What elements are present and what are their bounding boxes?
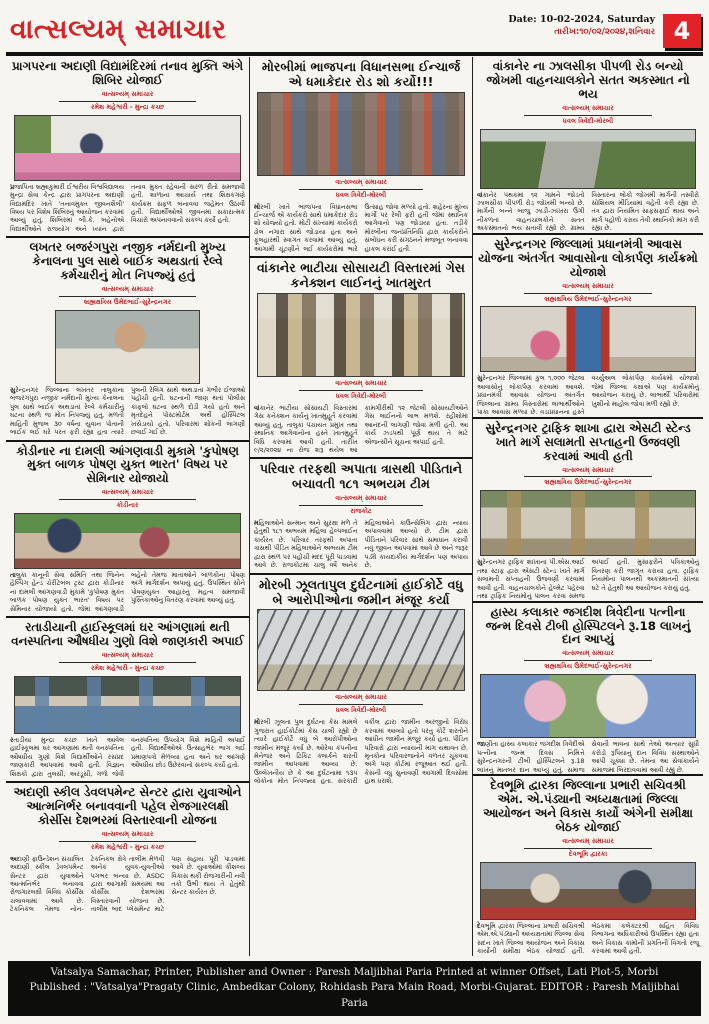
imprint-footer xyxy=(8,961,701,1016)
article-bridge-bail xyxy=(250,575,472,789)
article-photo-crowd xyxy=(257,92,465,176)
byline-rule xyxy=(299,189,423,190)
reporter-byline: બ્રહ્મક્ષત્રિય ઉમેદભાઈ-સુરેન્દ્રનગર xyxy=(544,662,632,671)
article-byline xyxy=(477,282,699,305)
news-agency-label: વાત્સલ્યમ્ સમાચાર xyxy=(101,488,154,497)
article-headline: રતાડીયાની હાઈસ્કૂલમાં ઘર આંગણામાં થતી વનસ્પતિના ઔષધીય ગુણો વિશે જાણકારી અપાઈ xyxy=(11,620,244,649)
news-agency-label: વાત્સલ્યમ્ સમાચાર xyxy=(562,649,614,658)
byline-rule xyxy=(524,115,653,116)
article-donation xyxy=(473,603,703,777)
article-abhayam-team xyxy=(250,459,472,574)
date-block xyxy=(508,14,701,48)
news-agency-label: વાત્સલ્યમ્ સમાચાર xyxy=(562,465,614,474)
reporter-byline: ધવલ ત્રિવેદી-મોરબી xyxy=(335,190,387,199)
article-body: દેવભૂમિ દ્વારકા જિલ્લાના પ્રભારી સચિવશ્રી એમ.એ.પંડ્યાની અધ્યક્ષતામાં જિલ્લા સેવા સદન ખાતે જિલ્લા આયોજન અને વિકાસ કાર્યોની સમીક્ષા બેઠક યોજાઈ હતી. બેઠકમાં કલેક્ટરશ્રી સહિત વિવિધ વિભાગના અધિકારીઓ ઉપસ્થિત રહ્યા હતા અને વિકાસ કામોની પ્રગતિની વિગતો રજૂ કરવામાં આવી હતી. xyxy=(477,921,699,955)
article-gas-line xyxy=(250,258,472,459)
reporter-byline: બ્રહ્મક્ષત્રિય ઉમેદભાઈ-સુરેન્દ્રનગર xyxy=(544,478,632,487)
article-photo-seminar xyxy=(14,513,242,569)
byline-rule xyxy=(59,296,195,297)
article-body: વાંકાનેર ભાટીયા સોસાયટી વિસ્તારમાં ગેસ કનેક્શન કાર્યનું ખાતમુહૂર્ત કરવામાં આવ્યું હતું. તાલુકા પંચાયત પ્રમુખ તથા સ્થાનિક આગેવાનોના હસ્તે ખાતમુહૂર્ત વિધિ કરવામાં આવી હતી. તારીખ ૯/૨/૨૦૨૪ ના રોજ શરૂ થયેલ આ કામગીરીથી ૧૨ જેટલી સોસાયટીઓને ગેસ લાઈનનો લાભ મળશે. રહીશોમાં આનંદની લાગણી જોવા મળી હતી. આ કાર્ય ઝડપથી પૂર્ણ થાય તે માટે એજન્સીને સૂચના અપાઈ હતી. xyxy=(254,403,468,454)
article-byline xyxy=(10,488,245,511)
article-school-herbs xyxy=(6,618,249,783)
article-headline: લખતર બજરંગપુરા નજીક નર્મદાની મુખ્ય કેનાલના પુલ સાથે બાઈક અથડાતાં રેલ્વે કર્મચારીનું મોત નિપજ્યું હતું xyxy=(29,240,226,283)
article-body: સુરેન્દ્રનગર જિલ્લાના લખતર તાલુકાના બજરંગપુરા નજીક નર્મદાની મુખ્ય કેનાલના પુલ સાથે બાઈક અથડાતાં રેલ્વે કર્મચારીનું ઘટના સ્થળે જ મોત નિપજ્યું હતું. મળતી માહિતી મુજબ ૩૦ વર્ષના યુવાન પોતાની બાઈક લઈ ઘરે પરત ફરી રહ્યા હતા ત્યારે પુલની રેલિંગ સાથે અથડાતાં ગંભીર ઈજાઓ પહોંચી હતી. ઘટનાની જાણ થતાં પોલીસ કાફલો ઘટના સ્થળે દોડી ગયો હતો અને મૃતદેહને પોસ્ટમોર્ટમ અર્થે હોસ્પિટલ ખસેડાયો હતો. પરિવારમાં શોકની લાગણી છવાઈ ગઈ છે. xyxy=(10,385,245,437)
column-middle xyxy=(249,57,473,956)
byline-rule xyxy=(59,101,195,102)
article-byline xyxy=(10,830,245,853)
reporter-byline: ધવલ ત્રિવેદી-મોરબી xyxy=(335,391,387,400)
byline-rule xyxy=(299,390,423,391)
page-body xyxy=(0,56,709,958)
reporter-byline: દેવભૂમિ દ્વારકા xyxy=(568,849,608,858)
article-byline xyxy=(477,466,699,489)
newspaper-title: વાત્સલ્યમ્ સમાચાર xyxy=(10,14,227,45)
article-pm-awas xyxy=(473,235,703,419)
news-agency-label: વાત્સલ્યમ્ સમાચાર xyxy=(562,281,614,290)
article-body: અદાણી ફાઉન્ડેશન સંચાલિત અદાણી સ્કીલ ડેવલપમેન્ટ સેન્ટર દ્વારા યુવાઓને આત્મનિર્ભર બનાવવા રોજગારલક્ષી વિવિધ કોર્સીસ ચલાવવામાં આવે છે. ટેકનિકલ તેમજ નોન-ટેકનિકલ ક્ષેત્રે તાલીમ મેળવી અનેક યુવક-યુવતીઓ પગભર બન્યા છે. ASDC દ્વારા આગામી સમયમાં આ કોર્સીસ દેશભરમાં વિસ્તારવાની યોજના છે. તાલીમ બાદ પ્લેસમેન્ટ માટે પણ સહાય પૂરી પાડવામાં આવે છે. યુવાઓમાં કૌશલ્ય વિકાસ થકી રોજગારીની નવી તકો ઉભી થાય તે હેતુથી સેન્ટર કાર્યરત છે. xyxy=(10,854,245,914)
news-agency-label: વાત્સલ્યમ્ સમાચાર xyxy=(335,693,387,702)
article-headline: મોરબીમાં ભાજપના વિધાનસભા ઈન્ચાર્જ એ ધમાકેદાર રોડ શો કર્યો!!! xyxy=(261,59,461,89)
article-photo-house xyxy=(480,306,695,372)
article-byline xyxy=(10,651,245,674)
article-canal-accident xyxy=(6,238,249,441)
byline-rule xyxy=(524,293,653,294)
article-headline: મોરબી ઝૂલતાપુલ દુર્ઘટનામાં હાઈકોર્ટે વધુ બે આરોપીઓના જમીન મંજૂર કર્યા xyxy=(258,576,464,607)
article-headline: સુરેન્દ્રનગર જિલ્લામાં પ્રધાનમંત્રી આવાસ યોજના અંતર્ગત આવાસોના લોકાર્પણ કાર્યક્રમો યોજાશે xyxy=(478,236,698,279)
news-agency-label: વાત્સલ્યમ્ સમાચાર xyxy=(101,285,154,294)
byline-rule xyxy=(59,662,195,663)
news-agency-label: વાત્સલ્યમ્ સમાચાર xyxy=(335,177,387,186)
article-road-safety-week xyxy=(473,419,703,603)
column-left xyxy=(6,57,249,956)
article-shibir xyxy=(6,57,249,238)
article-photo-meeting xyxy=(480,862,695,920)
article-photo-stage xyxy=(14,115,242,181)
reporter-byline: બ્રહ્મક્ષત્રિય ઉમેદભાઈ-સુરેન્દ્રનગર xyxy=(544,294,632,303)
article-roadshow xyxy=(250,57,472,258)
article-body: રતાડીયા મુન્દ્રા કચ્છ ખાતે આવેલ હાઈસ્કૂલમાં ઘર આંગણામાં થતી વનસ્પતિના ઔષધીય ગુણો વિશે વિદ્યાર્થીઓને રસપ્રદ જાણકારી આપવામાં આવી હતી. વિજ્ઞાન શિક્ષકો દ્વારા તુલસી, અરડૂસી, ગળો જેવી વનસ્પતિના ઉપયોગ વિશે માહિતી અપાઈ હતી. વિદ્યાર્થીઓએ ઉત્સાહભેર ભાગ લઈ પ્રમાણપત્રો મેળવ્યા હતા અને ઘર આંગણે ઔષધીય છોડ ઉછેરવાનો સંકલ્પ કર્યો હતો. xyxy=(10,735,245,778)
article-body: સુરેન્દ્રનગર જિલ્લામાં કુલ ૧,૦૦૦ જેટલા આવાસોનું લોકાર્પણ કરવામાં આવશે. પ્રધાનમંત્રી આવાસ યોજના અંતર્ગત જિલ્લાના ગ્રામ્ય વિસ્તારોમાં લાભાર્થીઓને પાકા આવાસ મળ્યા છે. વડાપ્રધાનના હસ્તે વર્ચ્યુઅલ લોકાર્પણ કાર્યક્રમો યોજાશે જેમાં જિલ્લા કક્ષાએ પણ કાર્યક્રમોનું આયોજન કરાયું છે. લાભાર્થી પરિવારોમાં ખુશીનો માહોલ જોવા મળી રહ્યો છે. xyxy=(477,374,699,417)
article-skill-centre xyxy=(6,783,249,917)
article-body: પ્રજાપિતા બ્રહ્માકુમારી ઈશ્વરીય વિશ્વવિદ્યાલય મુન્દ્રા સેવા કેન્દ્ર દ્વારા પ્રાગપરના અદાણી વિદ્યામંદિર ખાતે 'તનાવમુક્ત જીવનશૈલી' વિષય પર વિશેષ શિબિરનું આયોજન કરવામાં આવ્યું હતું. શિબિરમાં બી.કે. બહેનોએ વિદ્યાર્થીઓને રાજયોગ અને ધ્યાન દ્વારા તનાવ મુક્ત રહેવાની સરળ રીતો સમજાવી હતી. શાળાના આચાર્ય તથા શિક્ષકગણે કાર્યક્રમ સફળ બનાવવા જહેમત ઉઠાવી હતી. વિદ્યાર્થીઓએ જીવનમાં સકારાત્મક વિચારો અપનાવવાનો સંકલ્પ કર્યો હતો. xyxy=(10,182,245,233)
article-headline: પ્રાગપરના અદાણી વિદ્યામંદિરમાં તનાવ મુક્તિ અંગે શિબિર યોજાઈ xyxy=(11,59,244,87)
article-body: તાલુકા કાનૂની સેવા સમિતિ તથા જિનેન હેલ્પિંગ હેન્ડ ચેરીટેબલ ટ્રસ્ટ દ્વારા કોડીનાર ના દામલી આંગણવાડી મુકામે 'કુપોષણ મુક્ત બાળક પોષણ યુક્ત ભારત' વિષય પર સેમિનાર યોજાયો હતો. જેમાં આંગણવાડી બહેનો તેમજ માતાઓને બાળકોના પોષણ અંગે માર્ગદર્શન અપાયું હતું. ઉપસ્થિત સૌને પોષણયુક્ત આહારનું મહત્વ સમજાવી પુસ્તિકાઓનું વિતરણ કરવામાં આવ્યું હતું. xyxy=(10,571,245,613)
article-kodinar-seminar xyxy=(6,442,249,619)
article-byline xyxy=(254,494,468,517)
byline-rule xyxy=(524,848,653,849)
date-gujarati: તારીખ:૧૦/૦૨/૨૦૨૪,શનિવાર xyxy=(554,26,655,37)
masthead xyxy=(0,0,709,50)
reporter-byline: ધવલ ત્રિવેદી-મોરબી xyxy=(335,706,387,715)
byline-rule xyxy=(59,499,195,500)
article-body: જાણીતા હાસ્ય કલાકાર જગદીશ ત્રિવેદીએ પત્નીના જન્મ દિવસ નિમિત્તે સુરેન્દ્રનગરની ટીબી હોસ્પિટલને રૂ.18 લાખનું માતબર દાન આપ્યું હતું. સમાજ સેવાની ભાવના સાથે તેઓ અત્યાર સુધી કરોડો રૂપિયાનું દાન વિવિધ સંસ્થાઓને આપી ચૂક્યા છે. તેમના આ સેવાકાર્યને સમાજમાં બિરદાવવામાં આવી રહ્યું છે. xyxy=(477,740,699,774)
news-agency-label: વાત્સલ્યમ્ સમાચાર xyxy=(101,89,154,98)
article-headline: વાંકાનેર ભાટીયા સોસાયટી વિસ્તારમાં ગેસ કનેક્શન લાઈનનું ખાતમુરત xyxy=(257,260,465,291)
reporter-byline: રમેશ મહેશ્વરી - મુન્દ્રા કચ્છ xyxy=(91,102,164,111)
date-english: Date: 10-02-2024, Saturday xyxy=(508,14,655,25)
article-headline: દેવભૂમિ દ્વારકા જિલ્લાના પ્રભારી સચિવશ્રી એમ. એ.પંડ્યાની અધ્યક્ષતામાં જિલ્લા આયોજન અને વિકાસ કાર્યો અંગેની સમીક્ષા બેઠક યોજાઈ xyxy=(483,778,693,834)
article-byline xyxy=(477,649,699,672)
article-photo-classroom xyxy=(14,676,242,734)
article-byline xyxy=(10,285,245,308)
article-body: વાંકાનેર પંથકમાં ૧૨ ગામને જોડતો ઝાલસીકા પીપળી રોડ જોખમી બન્યો છે. માર્ગની બન્ને બાજુ ઝાડી-ઝાંખરા ઉગી નીકળતાં વાહનચાલકોને સતત અકસ્માતનો ભય સતાવી રહ્યો છે. ગ્રામ્ય વિસ્તારના લોકો જોખમી માર્ગની તસ્વીરો સોશિયલ મીડિયામાં વહેતી કરી રહ્યા છે. તંત્ર દ્વારા નિયમિત સાફસફાઈ થાય અને માર્ગ પહોળો કરાય તેવી સ્થાનિકો માંગ કરી રહ્યા છે. xyxy=(477,190,699,233)
dates xyxy=(508,14,655,38)
news-agency-label: વાત્સલ્યમ્ સમાચાર xyxy=(101,829,154,838)
reporter-byline: કોડીનાર xyxy=(116,501,139,510)
news-agency-label: વાત્સલ્યમ્ સમાચાર xyxy=(335,494,387,503)
article-risky-road xyxy=(473,57,703,235)
article-body: મહિલાઓને સન્માન અને સુરક્ષા મળે તે હેતુથી ૧૮૧ અભયમ મહિલા હેલ્પલાઈન કાર્યરત છે. પરિવાર તરફથી અપાતા ત્રાસથી પીડિત મહિલાઓને અભયમ ટીમ દ્વારા સ્થળ પર પહોંચી મદદ પૂરી પાડવામાં આવે છે. રાજકોટમાં ચાલુ વર્ષે અનેક મહિલાઓને કાઉન્સેલિંગ દ્વારા ન્યાય અપાવવામાં આવ્યો છે. ટીમ દ્વારા પીડિતાને પરિવાર સાથે સમાધાન કરાવી નવું જીવન આપવામાં આવે છે અને જરૂર પડ્યે કાયદાકીય માર્ગદર્શન પણ અપાય છે. xyxy=(254,518,468,570)
article-byline xyxy=(254,693,468,716)
article-photo-gas-work xyxy=(257,293,465,377)
article-byline xyxy=(477,104,699,127)
reporter-byline: રમેશ મહેશ્વરી - મુન્દ્રા કચ્છ xyxy=(91,664,164,672)
article-byline xyxy=(254,178,468,201)
article-headline: હાસ્ય કલાકાર જગદીશ ત્રિવેદીના પત્નીના જન્મ દિવસે ટીબી હોસ્પિટલને રૂ.18 લાખનું દાન આપ્યું xyxy=(485,604,691,647)
article-headline: વાંકાનેર ના ઝાલસીકા પીપળી રોડ બન્યો જોખમી વાહનચાલકોને સતત અકસ્માત નો ભય xyxy=(486,59,690,101)
article-byline xyxy=(254,379,468,402)
news-agency-label: વાત્સલ્યમ્ સમાચાર xyxy=(562,103,614,112)
news-agency-label: વાત્સલ્યમ્ સમાચાર xyxy=(101,651,154,660)
imprint-line-2: Published : "Vatsalya"Pragaty Clinic, Ambedkar Colony, Rohidash Para Main Road, Morbi-Gujarat. EDITOR : Paresh Maljibhai Paria xyxy=(29,982,680,1010)
article-byline xyxy=(477,837,699,860)
article-review-meeting xyxy=(473,776,703,955)
news-agency-label: વાત્સલ્યમ્ સમાચાર xyxy=(562,836,614,845)
article-body: સુરેન્દ્રનગર ટ્રાફિક શાખાના પી.એસ.આઈ તથા સ્ટાફ દ્વારા એસટી સ્ટેન્ડ ખાતે માર્ગ સલામતી સપ્તાહની ઉજવણી કરવામાં આવી હતી. વાહનચાલકોને હેલ્મેટ પહેરવા તથા ટ્રાફિક નિયમોનું પાલન કરવા સમજ અપાઈ હતી. મુસાફરોને પત્રિકાઓનું વિતરણ કરી જાગૃત કરાયા હતા. ટ્રાફિક નિયમોના પાલનથી અકસ્માતની સંખ્યા ઘટે તે હેતુથી આ આયોજન કરાયું હતું. xyxy=(477,558,699,601)
imprint-line-1: Vatsalya Samachar, Printer, Publisher and Owner : Paresh Maljibhai Paria Printed at winner Offset, Lati Plot-5, Morbi xyxy=(50,966,659,978)
article-headline: અદાણી સ્કીલ ડેવલપમેન્ટ સેન્ટર દ્વારા યુવાઓને આત્મનિર્ભર બનાવવાની પહેલ રોજગારલક્ષી કોર્સીસ દેશભરમાં વિસ્તારવાની યોજના xyxy=(13,785,242,827)
article-byline xyxy=(10,90,245,113)
reporter-byline: રાજકોટ xyxy=(350,507,372,516)
reporter-byline: ધવલ ત્રિવેદી-મોરબી xyxy=(562,116,614,125)
byline-rule xyxy=(59,841,195,842)
article-body: મોરબી ખાતે ભાજપના વિધાનસભા ઈન્ચાર્જ એ કાર્યકરો સાથે ધમાકેદાર રોડ શો યોજ્યો હતો. મોટી સંખ્યામાં કાર્યકરો ઢોલ નગારા સાથે જોડાયા હતા અને ફૂલહારથી સ્વાગત કરવામાં આવ્યું હતું. આગામી ચૂંટણીને લઈ કાર્યકરોમાં ભારે ઉત્સાહ જોવા મળ્યો હતો. શહેરના મુખ્ય માર્ગો પર રેલી ફરી હતી જેમાં સ્થાનિક આગેવાનો પણ જોડાયા હતા. તડીકે મોરબીના જનપ્રતિનિધિ દ્વારા કાર્યકરોને સંબોધન કરી સંગઠનને મજબૂત બનાવવા હાકલ કરાઈ હતી. xyxy=(254,202,468,253)
article-photo-traffic-police xyxy=(480,490,695,556)
column-right xyxy=(473,57,703,956)
article-headline: પરિવાર તરફથી અપાતા ત્રાસથી પીડિતાને બચાવતી ૧૮૧ અભયમ ટીમ xyxy=(259,461,463,492)
article-body: મોરબી ઝૂલતા પુલ દુર્ઘટના કેસ મામલે ગુજરાત હાઈકોર્ટમાં કેસ ચાલી રહ્યો છે ત્યારે હાઈકોર્ટે વધુ બે આરોપીઓના જામીન મંજૂર કર્યા છે. ઓરેવા કંપનીના મેનેજર અને ટિકિટ ક્લાર્કને શરતી જામીન આપવામાં આવ્યા છે. ઉલ્લેખનીય છે કે આ દુર્ઘટનામાં ૧૩૫ લોકોના મોત નિપજ્યા હતા. સરકારી વકીલ દ્વારા જામીન અરજીનો વિરોધ કરવામાં આવ્યો હતો પરંતુ કોર્ટે શરતોને આધીન જામીન મંજૂર કર્યા હતા. પીડિત પરિવારો દ્વારા ન્યાયની માંગ યથાવત છે. મૃતકોના પરિવારજનોને વળતર ચૂકવવા અંગે પણ કોર્ટમાં રજૂઆત થઈ હતી. કેસની વધુ સુનાવણી આગામી દિવસોમાં હાથ ધરાશે. xyxy=(254,718,468,786)
page-number-badge: 4 xyxy=(663,14,701,48)
article-photo-couple xyxy=(480,674,695,738)
article-photo-road xyxy=(480,129,695,189)
byline-rule xyxy=(299,505,423,506)
article-headline: કોડીનાર ના દામલી આંગણવાડી મુકામે 'કુપોષણ મુક્ત બાળક પોષણ યુક્ત ભારત' વિષય પર સેમિનાર યોજાયો xyxy=(16,443,239,486)
news-agency-label: વાત્સલ્યમ્ સમાચાર xyxy=(335,378,387,387)
article-headline: સુરેન્દ્રનગર ટ્રાફિક શાખા દ્વારા એસટી સ્ટેન્ડ ખાતે માર્ગ સલામતી સપ્તાહની ઉજવણી કરવામાં આવી હતી xyxy=(485,420,691,463)
article-photo-portrait xyxy=(55,310,201,384)
reporter-byline: રમેશ મહેશ્વરી - મુન્દ્રા કચ્છ xyxy=(91,842,164,851)
article-photo-bridge xyxy=(257,609,465,691)
reporter-byline: બ્રહ્મક્ષત્રિય ઉમેદભાઈ-સુરેન્દ્રનગર xyxy=(83,297,172,306)
